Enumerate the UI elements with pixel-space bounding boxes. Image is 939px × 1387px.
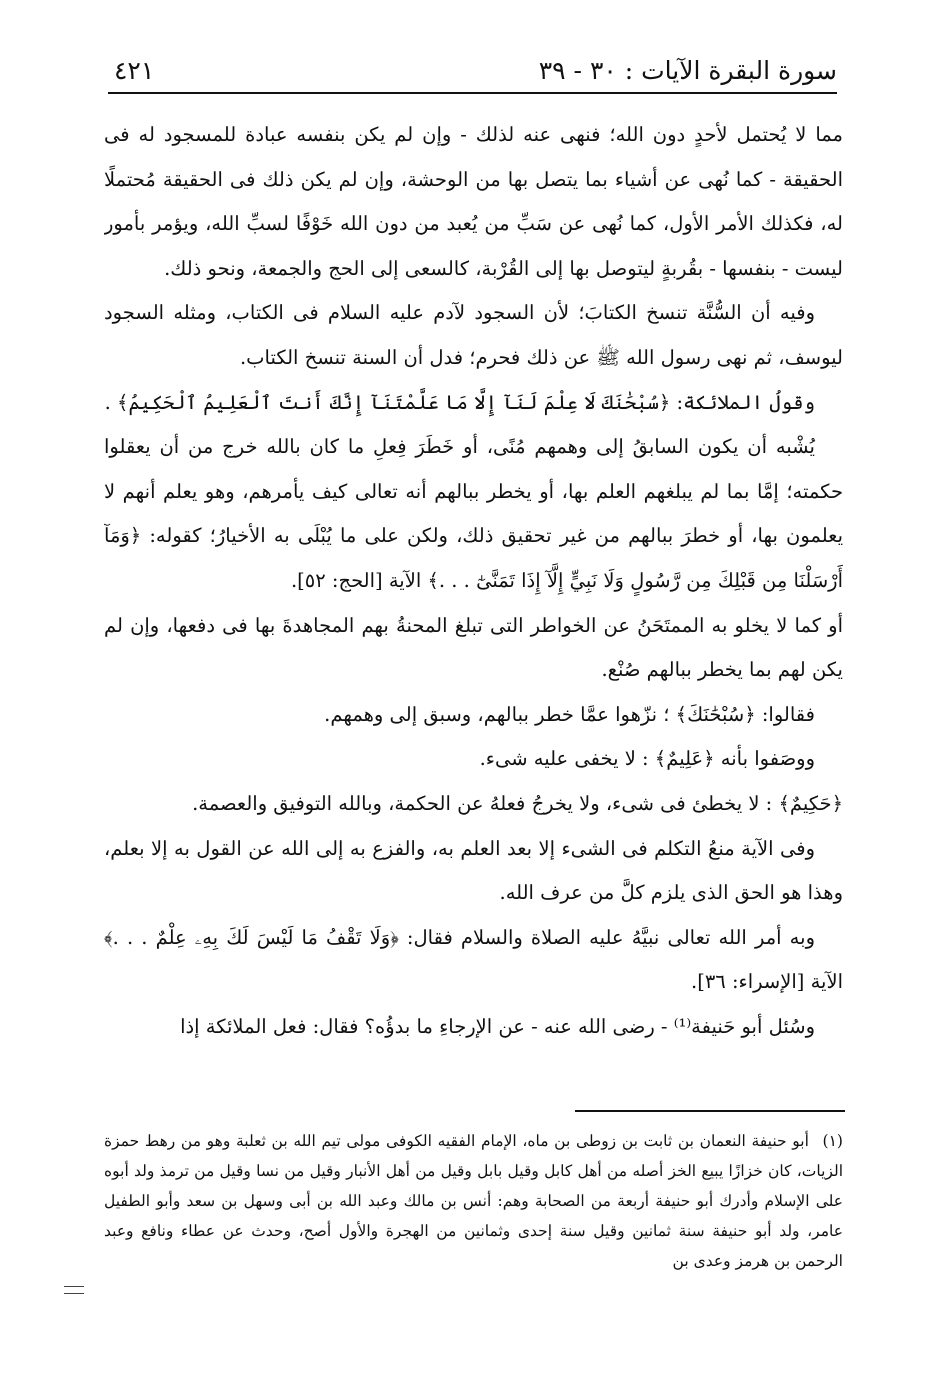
paragraph: وسُئل أبو حَنيفة⁽¹⁾ - رضى الله عنه - عن الإرجاءِ ما بدؤُه؟ فقال: فعل الملائكة إذا xyxy=(180,1014,815,1038)
paragraph: وبه أمر الله تعالى نبيَّهُ عليه الصلاة والسلام فقال: ﴿وَلَا تَقْفُ مَا لَيْسَ لَكَ بِهِۦ عِلْمٌ . . .﴾ الآية [الإسراء: ٣٦]. xyxy=(104,925,843,994)
main-text xyxy=(104,113,843,1073)
paragraph: فقالوا: ﴿سُبْحَٰنَكَ﴾ ؛ نزّهوا عمَّا خطر ببالهم، وسبق إلى وهمهم. xyxy=(324,702,815,726)
quran-verse-paragraph: وقولُ الملائكة: ﴿سُبْحَٰنَكَ لَا عِلْمَ لَنَآ إِلَّا مَا عَلَّمْتَنَآ إِنَّكَ أَنتَ ٱلْعَلِيمُ ٱلْحَكِيمُ﴾ . xyxy=(104,390,815,414)
footnote-text: أبو حنيفة النعمان بن ثابت بن زوطى بن ماه، الإمام الفقيه الكوفى مولى تيم الله بن ثعلبة وهو من رهط حمزة الزيات، كان خزازًا يبيع الخز أصله من أهل كابل وقيل بابل وقيل من أهل الأنبار وقيل من نسا وقيل من ترمذ ولد أبوه على الإسلام وأدرك أبو حنيفة أربعة من الصحابة وهم: أنس بن مالك وعبد الله بن أبى وسهل بن سعد وأبو الطفيل عامر، ولد أبو حنيفة سنة ثمانين وقيل سنة إحدى وثمانين من الهجرة والأول أصح، وحدث عن عطاء ونافع وعبد الرحمن بن هرمز وعدى بن xyxy=(104,1132,843,1270)
paragraph: مما لا يُحتمل لأحدٍ دون الله؛ فنهى عنه لذلك - وإن لم يكن بنفسه عبادة للمسجود له فى الحقيقة - كما نُهى عن أشياء بما يتصل بها من الوحشة، وإن لم يكن ذلك فى الحقيقة مُحتملًا له، فكذلك الأمر الأول، كما نُهى عن سَبِّ من يُعبد من دون الله خَوْفًا لسبِّ الله، ويؤمر بأمور ليست - بنفسها - بقُربةٍ ليتوصل بها إلى القُرْبة، كالسعى إلى الحج والجمعة، ونحو ذلك. xyxy=(104,123,843,280)
footnote xyxy=(104,1126,843,1296)
footnote-marker: (١) xyxy=(822,1132,843,1150)
page-header xyxy=(108,52,837,94)
paragraph: ﴿حَكِيمٌ﴾ : لا يخطئ فى شىء، ولا يخرجُ فعلهُ عن الحكمة، وبالله التوفيق والعصمة. xyxy=(192,791,843,815)
paragraph: أو كما لا يخلو به الممتَحَنُ عن الخواطر التى تبلغ المحنةُ بهم المجاهدةَ بها فى دفعها، وإن لم يكن لهم بما يخطر ببالهم صُنْع. xyxy=(104,613,843,682)
running-title: سورة البقرة الآيات : ٣٠ - ٣٩ xyxy=(538,56,837,85)
paragraph: وفيه أن السُّنَّة تنسخ الكتابَ؛ لأن السجود لآدم عليه السلام فى الكتاب، ومثله السجود ليوسف، ثم نهى رسول الله ﷺ عن ذلك فحرم؛ فدل أن السنة تنسخ الكتاب. xyxy=(104,301,843,369)
page-edge-mark xyxy=(64,1286,84,1294)
paragraph: وفى الآية منعُ التكلم فى الشىء إلا بعد العلم به، والفزع به إلى الله عن القول به إلا بعلم، وهذا هو الحق الذى يلزم كلَّ من عرف الله. xyxy=(104,836,843,905)
page-number: ٤٢١ xyxy=(114,56,155,85)
paragraph: يُشْبه أن يكون السابقُ إلى وهمهم مُنًى، أو خَطَرَ فِعلِ ما كان بالله خرج من أن يعقلوا حكمته؛ إمَّا بما لم يبلغهم العلم بها، أو يخطر ببالهم أنه تعالى كيف يأمرهم، وهو يعلم أنهم لا يعلمون بها، أو خطرَ ببالهم من غير تحقيق ذلك، ولكن على ما يُبْلَى به الأخيارُ؛ كقوله: ﴿وَمَآ أَرْسَلْنَا مِن قَبْلِكَ مِن رَّسُولٍ وَلَا نَبِيٍّ إِلَّآ إِذَا تَمَنَّىٰٓ . . .﴾ الآية [الحج: ٥٢]. xyxy=(104,435,843,592)
paragraph: ووصَفوا بأنه ﴿عَلِيمٌ﴾ : لا يخفى عليه شىء. xyxy=(479,747,815,771)
footnote-divider xyxy=(575,1110,845,1112)
